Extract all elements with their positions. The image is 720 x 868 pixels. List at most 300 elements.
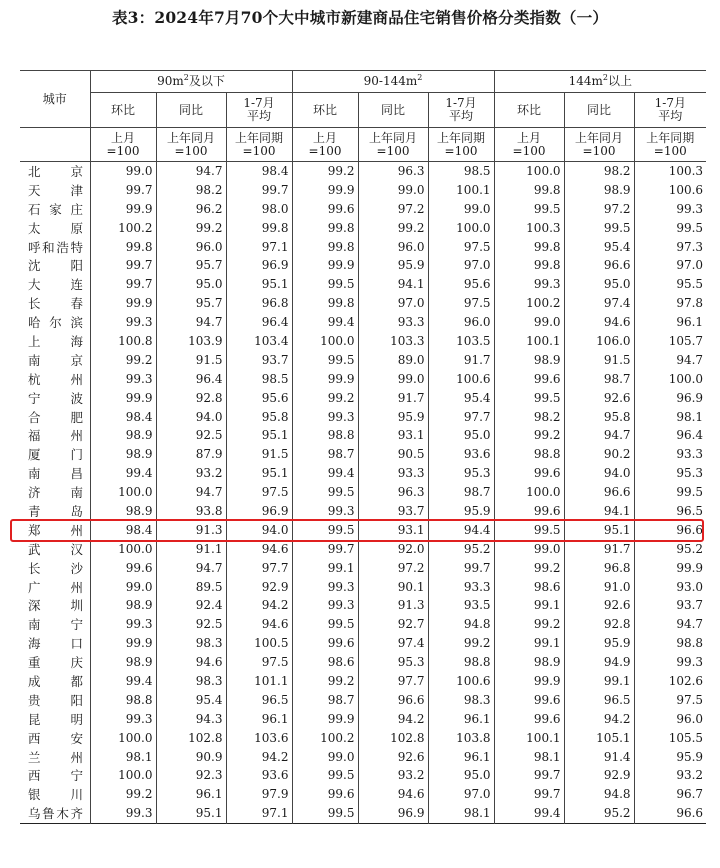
index-value: 99.3: [90, 370, 156, 389]
index-value: 94.0: [564, 464, 634, 483]
index-value: 96.6: [358, 691, 428, 710]
index-value: 99.1: [292, 559, 358, 578]
index-value: 98.9: [90, 502, 156, 521]
index-value: 99.9: [634, 559, 706, 578]
index-value: 98.4: [90, 521, 156, 540]
table-row: [20, 445, 706, 464]
index-value: 99.2: [292, 672, 358, 691]
index-value: 93.2: [156, 464, 226, 483]
index-value: 93.7: [226, 351, 292, 370]
index-value: 95.2: [564, 804, 634, 823]
index-value: 99.3: [634, 653, 706, 672]
price-index-table: [20, 70, 706, 824]
sub-column-header: 环比: [90, 93, 156, 128]
table-title: 表3：2024年7月70个大中城市新建商品住宅销售价格分类指数（一）: [111, 8, 609, 27]
index-value: 93.1: [358, 521, 428, 540]
index-value: 98.5: [226, 370, 292, 389]
index-value: 99.8: [292, 219, 358, 238]
index-value: 98.8: [494, 445, 564, 464]
index-value: 91.7: [358, 389, 428, 408]
index-value: 98.0: [226, 200, 292, 219]
index-value: 94.7: [156, 483, 226, 502]
index-value: 97.1: [226, 804, 292, 823]
table-row: [20, 615, 706, 634]
city-name: 西宁: [20, 767, 90, 786]
index-value: 103.3: [358, 332, 428, 351]
index-value: 95.0: [156, 275, 226, 294]
index-value: 98.1: [428, 804, 494, 823]
index-value: 99.5: [292, 351, 358, 370]
index-value: 94.6: [156, 653, 226, 672]
city-name: 太原: [20, 219, 90, 238]
index-value: 99.3: [90, 615, 156, 634]
table-row: [20, 256, 706, 275]
index-value: 98.9: [494, 653, 564, 672]
index-value: 99.1: [564, 672, 634, 691]
index-value: 93.7: [634, 596, 706, 615]
index-value: 99.9: [292, 370, 358, 389]
index-value: 98.9: [90, 653, 156, 672]
table-body: [20, 162, 706, 824]
city-name: 长沙: [20, 559, 90, 578]
index-value: 96.3: [358, 162, 428, 181]
index-value: 95.6: [428, 275, 494, 294]
index-value: 95.9: [634, 748, 706, 767]
table-row: [20, 804, 706, 823]
index-value: 99.3: [90, 313, 156, 332]
index-value: 99.5: [494, 200, 564, 219]
index-value: 97.7: [428, 408, 494, 427]
index-value: 96.2: [156, 200, 226, 219]
index-value: 100.5: [226, 634, 292, 653]
index-value: 97.2: [564, 200, 634, 219]
index-value: 90.2: [564, 445, 634, 464]
index-value: 95.3: [428, 464, 494, 483]
index-value: 93.3: [358, 313, 428, 332]
index-value: 91.7: [428, 351, 494, 370]
city-name: 杭州: [20, 370, 90, 389]
city-name: 西安: [20, 729, 90, 748]
index-value: 96.1: [428, 748, 494, 767]
index-value: 98.7: [428, 483, 494, 502]
index-value: 94.2: [564, 710, 634, 729]
city-name: 长春: [20, 294, 90, 313]
index-value: 96.0: [428, 313, 494, 332]
base-period-header: 上年同月 =100: [156, 128, 226, 162]
city-name: 宁波: [20, 389, 90, 408]
index-value: 96.4: [634, 426, 706, 445]
index-value: 96.6: [634, 521, 706, 540]
index-value: 92.9: [564, 767, 634, 786]
index-value: 97.8: [634, 294, 706, 313]
index-value: 100.0: [292, 332, 358, 351]
index-value: 99.9: [292, 181, 358, 200]
index-value: 99.5: [292, 275, 358, 294]
index-value: 99.8: [494, 181, 564, 200]
index-value: 91.5: [226, 445, 292, 464]
table-row: [20, 370, 706, 389]
index-value: 99.7: [292, 540, 358, 559]
index-value: 105.5: [634, 729, 706, 748]
index-value: 94.6: [226, 615, 292, 634]
index-value: 90.1: [358, 578, 428, 597]
index-value: 96.9: [226, 256, 292, 275]
index-value: 98.6: [494, 578, 564, 597]
table-row: [20, 181, 706, 200]
group-header-small: $90m^2$及以下: [90, 71, 292, 93]
index-value: 94.3: [156, 710, 226, 729]
index-value: 99.0: [90, 162, 156, 181]
index-value: 95.3: [634, 464, 706, 483]
index-value: 99.0: [494, 313, 564, 332]
index-value: 98.7: [292, 691, 358, 710]
index-value: 96.6: [564, 256, 634, 275]
index-value: 93.5: [428, 596, 494, 615]
index-value: 99.9: [90, 294, 156, 313]
index-value: 96.9: [226, 502, 292, 521]
group-header-medium: $90-144m^2$: [292, 71, 494, 93]
index-value: 98.7: [292, 445, 358, 464]
index-value: 99.3: [634, 200, 706, 219]
index-value: 93.6: [226, 767, 292, 786]
index-value: 96.1: [428, 710, 494, 729]
index-value: 98.8: [90, 691, 156, 710]
index-value: 102.6: [634, 672, 706, 691]
table-row: [20, 426, 706, 445]
index-value: 92.5: [156, 426, 226, 445]
index-value: 99.6: [494, 691, 564, 710]
index-value: 103.9: [156, 332, 226, 351]
index-value: 94.7: [564, 426, 634, 445]
city-name: 上海: [20, 332, 90, 351]
index-value: 99.6: [494, 464, 564, 483]
index-value: 92.8: [564, 615, 634, 634]
index-value: 99.2: [494, 426, 564, 445]
index-value: 94.4: [428, 521, 494, 540]
index-value: 96.0: [358, 238, 428, 257]
index-value: 97.9: [226, 785, 292, 804]
index-value: 98.9: [494, 351, 564, 370]
index-value: 99.6: [90, 559, 156, 578]
index-value: 99.8: [292, 294, 358, 313]
sub-column-header: 同比: [358, 93, 428, 128]
index-value: 91.5: [156, 351, 226, 370]
index-value: 92.0: [358, 540, 428, 559]
city-name: 广州: [20, 578, 90, 597]
index-value: 95.4: [564, 238, 634, 257]
index-value: 99.4: [90, 672, 156, 691]
table-row: [20, 275, 706, 294]
index-value: 94.7: [634, 615, 706, 634]
index-value: 100.0: [90, 767, 156, 786]
table-header: [20, 71, 706, 162]
index-value: 99.2: [90, 351, 156, 370]
base-period-header: 上年同期 =100: [428, 128, 494, 162]
index-value: 93.8: [156, 502, 226, 521]
index-value: 100.0: [494, 483, 564, 502]
index-value: 91.7: [564, 540, 634, 559]
index-value: 97.5: [226, 653, 292, 672]
index-value: 99.2: [428, 634, 494, 653]
index-value: 99.5: [292, 615, 358, 634]
index-value: 96.1: [634, 313, 706, 332]
index-value: 99.5: [634, 483, 706, 502]
index-value: 87.9: [156, 445, 226, 464]
index-value: 100.3: [494, 219, 564, 238]
index-value: 98.4: [226, 162, 292, 181]
index-value: 100.0: [428, 219, 494, 238]
index-value: 94.7: [156, 559, 226, 578]
index-value: 105.7: [634, 332, 706, 351]
index-value: 95.7: [156, 256, 226, 275]
city-name: 大连: [20, 275, 90, 294]
index-value: 95.2: [428, 540, 494, 559]
index-value: 99.7: [428, 559, 494, 578]
index-value: 99.6: [494, 710, 564, 729]
index-value: 91.3: [156, 521, 226, 540]
city-name: 厦门: [20, 445, 90, 464]
index-value: 94.7: [156, 313, 226, 332]
index-value: 100.0: [90, 540, 156, 559]
index-value: 99.4: [90, 464, 156, 483]
index-value: 92.6: [564, 389, 634, 408]
index-value: 95.6: [226, 389, 292, 408]
index-value: 93.0: [634, 578, 706, 597]
index-value: 96.5: [226, 691, 292, 710]
city-name: 兰州: [20, 748, 90, 767]
index-value: 100.0: [90, 483, 156, 502]
index-value: 99.6: [292, 634, 358, 653]
index-value: 95.8: [226, 408, 292, 427]
index-value: 100.2: [494, 294, 564, 313]
index-value: 99.3: [292, 502, 358, 521]
city-name: 济南: [20, 483, 90, 502]
index-value: 93.6: [428, 445, 494, 464]
base-period-header: 上年同期 =100: [226, 128, 292, 162]
index-value: 95.9: [564, 634, 634, 653]
index-value: 100.1: [428, 181, 494, 200]
index-value: 98.8: [428, 653, 494, 672]
index-value: 99.8: [494, 256, 564, 275]
index-value: 100.2: [292, 729, 358, 748]
city-name: 银川: [20, 785, 90, 804]
index-value: 99.3: [90, 710, 156, 729]
index-value: 97.1: [226, 238, 292, 257]
index-value: 99.6: [494, 370, 564, 389]
index-value: 99.0: [292, 748, 358, 767]
index-value: 95.8: [564, 408, 634, 427]
index-value: 96.6: [564, 483, 634, 502]
index-value: 98.6: [292, 653, 358, 672]
index-value: 95.1: [564, 521, 634, 540]
table-row: [20, 729, 706, 748]
index-value: 95.2: [634, 540, 706, 559]
index-value: 102.8: [358, 729, 428, 748]
city-name: 呼和浩特: [20, 238, 90, 257]
city-name: 南昌: [20, 464, 90, 483]
index-value: 96.5: [564, 691, 634, 710]
sub-column-header: 1-7月 平均: [634, 93, 706, 128]
index-value: 99.8: [292, 238, 358, 257]
index-value: 92.6: [564, 596, 634, 615]
table-row: [20, 332, 706, 351]
index-value: 99.7: [494, 785, 564, 804]
index-value: 98.1: [634, 408, 706, 427]
index-value: 97.4: [358, 634, 428, 653]
table-row: [20, 313, 706, 332]
index-value: 99.5: [634, 219, 706, 238]
index-value: 93.2: [358, 767, 428, 786]
index-value: 99.0: [358, 370, 428, 389]
index-value: 99.2: [292, 389, 358, 408]
index-value: 94.6: [226, 540, 292, 559]
index-value: 97.7: [358, 672, 428, 691]
index-value: 99.8: [90, 238, 156, 257]
index-value: 95.9: [358, 256, 428, 275]
index-value: 97.2: [358, 200, 428, 219]
index-value: 91.3: [358, 596, 428, 615]
index-value: 99.2: [156, 219, 226, 238]
index-value: 97.3: [634, 238, 706, 257]
index-value: 100.6: [428, 370, 494, 389]
index-value: 94.7: [156, 162, 226, 181]
city-header-spacer: [20, 128, 90, 162]
sub-column-header: 1-7月 平均: [428, 93, 494, 128]
index-value: 92.3: [156, 767, 226, 786]
index-value: 96.5: [634, 502, 706, 521]
table-row: [20, 200, 706, 219]
index-value: 103.6: [226, 729, 292, 748]
index-value: 92.7: [358, 615, 428, 634]
index-value: 100.0: [634, 370, 706, 389]
base-period-header: 上月 =100: [90, 128, 156, 162]
index-value: 99.1: [494, 634, 564, 653]
table-row: [20, 540, 706, 559]
index-value: 94.1: [358, 275, 428, 294]
sub-column-header: 同比: [564, 93, 634, 128]
index-value: 99.7: [90, 275, 156, 294]
index-value: 90.9: [156, 748, 226, 767]
index-value: 99.2: [494, 559, 564, 578]
index-value: 99.9: [292, 710, 358, 729]
index-value: 94.8: [428, 615, 494, 634]
index-value: 99.3: [292, 408, 358, 427]
index-value: 98.5: [428, 162, 494, 181]
index-value: 99.2: [292, 162, 358, 181]
city-name: 石家庄: [20, 200, 90, 219]
index-value: 100.3: [634, 162, 706, 181]
table-row: [20, 578, 706, 597]
index-value: 92.5: [156, 615, 226, 634]
index-value: 93.2: [634, 767, 706, 786]
index-value: 98.9: [90, 596, 156, 615]
group-header-large: $144m^2$以上: [494, 71, 706, 93]
index-value: 96.9: [634, 389, 706, 408]
index-value: 97.5: [428, 238, 494, 257]
city-name: 乌鲁木齐: [20, 804, 90, 823]
table-row: [20, 483, 706, 502]
index-value: 99.7: [90, 256, 156, 275]
table-row: [20, 710, 706, 729]
index-value: 95.4: [428, 389, 494, 408]
index-value: 94.2: [226, 748, 292, 767]
index-value: 99.1: [494, 596, 564, 615]
index-value: 98.7: [564, 370, 634, 389]
index-value: 89.5: [156, 578, 226, 597]
sub-column-header: 1-7月 平均: [226, 93, 292, 128]
index-value: 100.2: [90, 219, 156, 238]
base-period-header: 上月 =100: [494, 128, 564, 162]
table-row: [20, 464, 706, 483]
index-value: 99.9: [90, 634, 156, 653]
index-value: 103.8: [428, 729, 494, 748]
index-value: 93.7: [358, 502, 428, 521]
index-value: 100.6: [634, 181, 706, 200]
index-value: 98.3: [156, 672, 226, 691]
index-value: 96.0: [634, 710, 706, 729]
index-value: 100.0: [90, 729, 156, 748]
table-row: [20, 351, 706, 370]
index-value: 96.9: [358, 804, 428, 823]
index-value: 94.0: [226, 521, 292, 540]
index-value: 94.2: [358, 710, 428, 729]
index-value: 98.4: [90, 408, 156, 427]
index-value: 99.2: [494, 615, 564, 634]
table-row: [20, 634, 706, 653]
index-value: 101.1: [226, 672, 292, 691]
index-value: 99.2: [90, 785, 156, 804]
sub-column-header: 环比: [292, 93, 358, 128]
index-value: 96.4: [226, 313, 292, 332]
index-value: 99.3: [494, 275, 564, 294]
index-value: 98.9: [90, 426, 156, 445]
table-row: [20, 238, 706, 257]
index-value: 93.3: [428, 578, 494, 597]
table-row: [20, 389, 706, 408]
base-period-header: 上年同期 =100: [634, 128, 706, 162]
index-value: 98.8: [292, 426, 358, 445]
city-name: 合肥: [20, 408, 90, 427]
index-value: 92.6: [358, 748, 428, 767]
table-row: [20, 408, 706, 427]
index-value: 99.5: [292, 521, 358, 540]
city-name: 沈阳: [20, 256, 90, 275]
index-value: 96.7: [634, 785, 706, 804]
city-name: 昆明: [20, 710, 90, 729]
index-value: 99.6: [494, 502, 564, 521]
index-value: 100.0: [494, 162, 564, 181]
city-name: 天津: [20, 181, 90, 200]
index-value: 95.7: [156, 294, 226, 313]
index-value: 99.7: [90, 181, 156, 200]
table-row: [20, 672, 706, 691]
table-row: [20, 559, 706, 578]
index-value: 98.9: [564, 181, 634, 200]
index-value: 99.0: [494, 540, 564, 559]
index-value: 98.2: [494, 408, 564, 427]
city-name: 南京: [20, 351, 90, 370]
index-value: 98.9: [90, 445, 156, 464]
index-value: 97.4: [564, 294, 634, 313]
index-value: 97.0: [634, 256, 706, 275]
sub-column-header: 同比: [156, 93, 226, 128]
index-value: 95.5: [634, 275, 706, 294]
index-value: 94.6: [564, 313, 634, 332]
index-value: 103.5: [428, 332, 494, 351]
index-value: 96.0: [156, 238, 226, 257]
table-row: [20, 596, 706, 615]
index-value: 98.1: [90, 748, 156, 767]
